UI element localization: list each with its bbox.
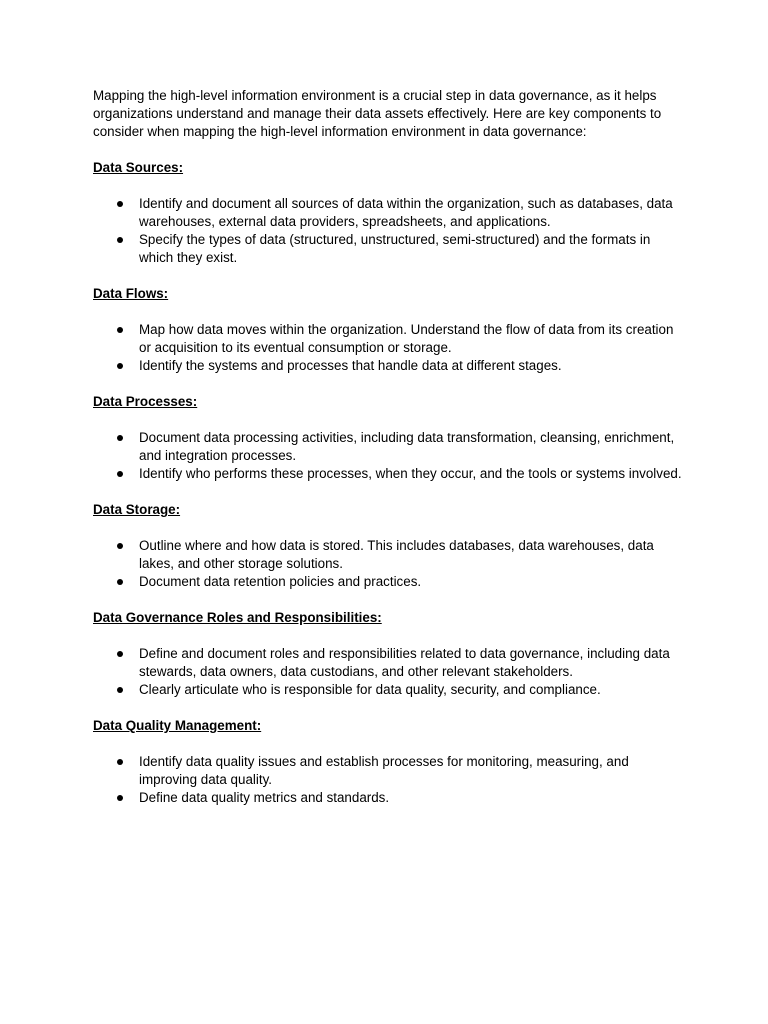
bullet-list [93,645,688,699]
list-item [93,429,688,465]
bullet-icon [117,237,123,243]
bullet-list [93,195,688,267]
section-data-sources [93,159,688,267]
bullet-icon [117,687,123,693]
bullet-list [93,537,688,591]
bullet-icon [117,795,123,801]
section-governance-roles [93,609,688,699]
list-item [93,195,688,231]
section-heading: Data Processes: [93,394,198,409]
bullet-icon [117,327,123,333]
list-item-text: Map how data moves within the organization. Understand the flow of data from its creation or acquisition to its eventual consumption or storage. [139,322,674,355]
bullet-icon [117,471,123,477]
bullet-icon [117,435,123,441]
bullet-icon [117,201,123,207]
list-item-text: Specify the types of data (structured, unstructured, semi-structured) and the formats in which they exist. [139,232,651,265]
bullet-icon [117,651,123,657]
list-item-text: Identify the systems and processes that handle data at different stages. [139,358,562,373]
list-item [93,573,688,591]
bullet-icon [117,363,123,369]
list-item [93,231,688,267]
list-item [93,537,688,573]
list-item [93,681,688,699]
list-item [93,753,688,789]
list-item [93,645,688,681]
list-item [93,357,688,375]
list-item [93,789,688,807]
list-item-text: Document data processing activities, including data transformation, cleansing, enrichment, and integration processes. [139,430,675,463]
intro-paragraph: Mapping the high-level information environment is a crucial step in data governance, as it helps organizations understand and manage their data assets effectively. Here are key components to consider when mapping the high-level information environment in data governance: [93,88,662,139]
list-item-text: Outline where and how data is stored. This includes databases, data warehouses, data lakes, and other storage solutions. [139,538,654,571]
bullet-icon [117,579,123,585]
section-heading: Data Flows: [93,286,169,301]
list-item-text: Identify and document all sources of data within the organization, such as databases, data warehouses, external data providers, spreadsheets, and applications. [139,196,673,229]
bullet-icon [117,543,123,549]
section-heading: Data Sources: [93,160,184,175]
section-heading: Data Quality Management: [93,718,262,733]
bullet-list [93,753,688,807]
list-item-text: Identify data quality issues and establish processes for monitoring, measuring, and improving data quality. [139,754,629,787]
list-item-text: Define data quality metrics and standards. [139,790,390,805]
list-item [93,465,688,483]
list-item-text: Define and document roles and responsibilities related to data governance, including data stewards, data owners, data custodians, and other relevant stakeholders. [139,646,670,679]
list-item-text: Clearly articulate who is responsible for data quality, security, and compliance. [139,682,601,697]
bullet-list [93,321,688,375]
list-item [93,321,688,357]
list-item-text: Document data retention policies and practices. [139,574,422,589]
section-data-storage [93,501,688,591]
section-data-flows [93,285,688,375]
list-item-text: Identify who performs these processes, when they occur, and the tools or systems involved. [139,466,682,481]
section-data-quality [93,717,688,807]
section-heading: Data Storage: [93,502,181,517]
section-data-processes [93,393,688,483]
section-heading: Data Governance Roles and Responsibilities: [93,610,382,625]
bullet-list [93,429,688,483]
bullet-icon [117,759,123,765]
